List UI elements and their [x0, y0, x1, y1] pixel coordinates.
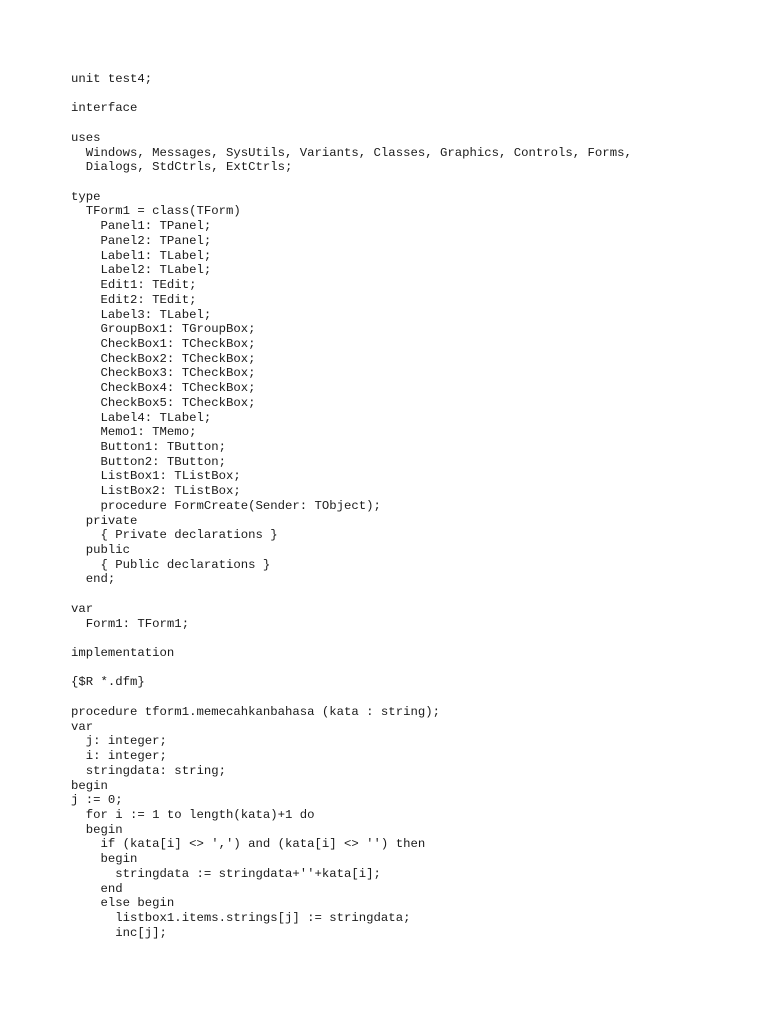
code-line: ListBox1: TListBox;	[71, 469, 241, 484]
code-line: interface	[71, 101, 138, 116]
code-line: private	[71, 513, 138, 528]
code-line: j: integer;	[71, 734, 167, 749]
code-line: Button1: TButton;	[71, 439, 226, 454]
code-line: Memo1: TMemo;	[71, 425, 197, 440]
code-line	[71, 116, 632, 131]
code-line: begin	[71, 822, 123, 837]
code-line: implementation	[71, 646, 175, 661]
code-line	[71, 661, 632, 676]
code-line: stringdata := stringdata+''+kata[i];	[71, 866, 381, 881]
code-line: { Private declarations }	[71, 528, 278, 543]
code-line: Edit2: TEdit;	[71, 292, 197, 307]
code-line: j := 0;	[71, 793, 123, 808]
code-line: var	[71, 719, 94, 734]
code-line	[71, 690, 632, 705]
code-line: CheckBox5: TCheckBox;	[71, 395, 256, 410]
code-line: public	[71, 543, 131, 557]
code-line: {$R *.dfm}	[71, 675, 145, 690]
code-line: procedure FormCreate(Sender: TObject);	[71, 498, 381, 513]
code-line	[71, 631, 632, 646]
code-line: procedure tform1.memecahkanbahasa (kata : string);	[71, 704, 440, 719]
code-line	[71, 175, 632, 190]
code-line: type	[71, 189, 101, 204]
code-line: Label2: TLabel;	[71, 263, 212, 278]
code-line: { Public declarations }	[71, 557, 271, 572]
code-line: Panel1: TPanel;	[71, 219, 212, 234]
code-line: if (kata[i] <> ',') and (kata[i] <> '') then	[71, 837, 426, 852]
code-line: end	[71, 881, 123, 896]
code-line: begin	[71, 852, 138, 867]
code-line	[71, 587, 632, 602]
code-line: begin	[71, 778, 108, 793]
code-line: inc[j];	[71, 925, 167, 940]
code-line: Label1: TLabel;	[71, 248, 212, 263]
code-line: uses	[71, 130, 101, 145]
code-line: var	[71, 601, 94, 616]
code-line: CheckBox4: TCheckBox;	[71, 381, 256, 396]
code-line: listbox1.items.strings[j] := stringdata;	[71, 910, 411, 925]
code-line: Dialogs, StdCtrls, ExtCtrls;	[71, 160, 293, 175]
code-line: Windows, Messages, SysUtils, Variants, Classes, Graphics, Controls, Forms,	[71, 145, 632, 160]
code-line: unit test4;	[71, 72, 153, 86]
code-line: Label3: TLabel;	[71, 307, 212, 322]
code-line: CheckBox2: TCheckBox;	[71, 351, 256, 366]
code-line: GroupBox1: TGroupBox;	[71, 322, 256, 337]
code-line: ListBox2: TListBox;	[71, 484, 241, 499]
code-line: stringdata: string;	[71, 763, 226, 778]
source-code-block	[71, 72, 632, 940]
code-line: else begin	[71, 896, 175, 911]
code-line: CheckBox3: TCheckBox;	[71, 366, 256, 381]
code-line: TForm1 = class(TForm)	[71, 204, 241, 219]
code-line: Panel2: TPanel;	[71, 233, 212, 248]
code-line	[71, 87, 632, 102]
code-line: i: integer;	[71, 749, 167, 764]
code-line: end;	[71, 572, 116, 587]
code-line: CheckBox1: TCheckBox;	[71, 336, 256, 351]
code-line: Edit1: TEdit;	[71, 278, 197, 293]
code-line: Button2: TButton;	[71, 454, 226, 469]
code-line: Label4: TLabel;	[71, 410, 212, 425]
code-line: Form1: TForm1;	[71, 616, 190, 631]
code-line: for i := 1 to length(kata)+1 do	[71, 807, 315, 822]
